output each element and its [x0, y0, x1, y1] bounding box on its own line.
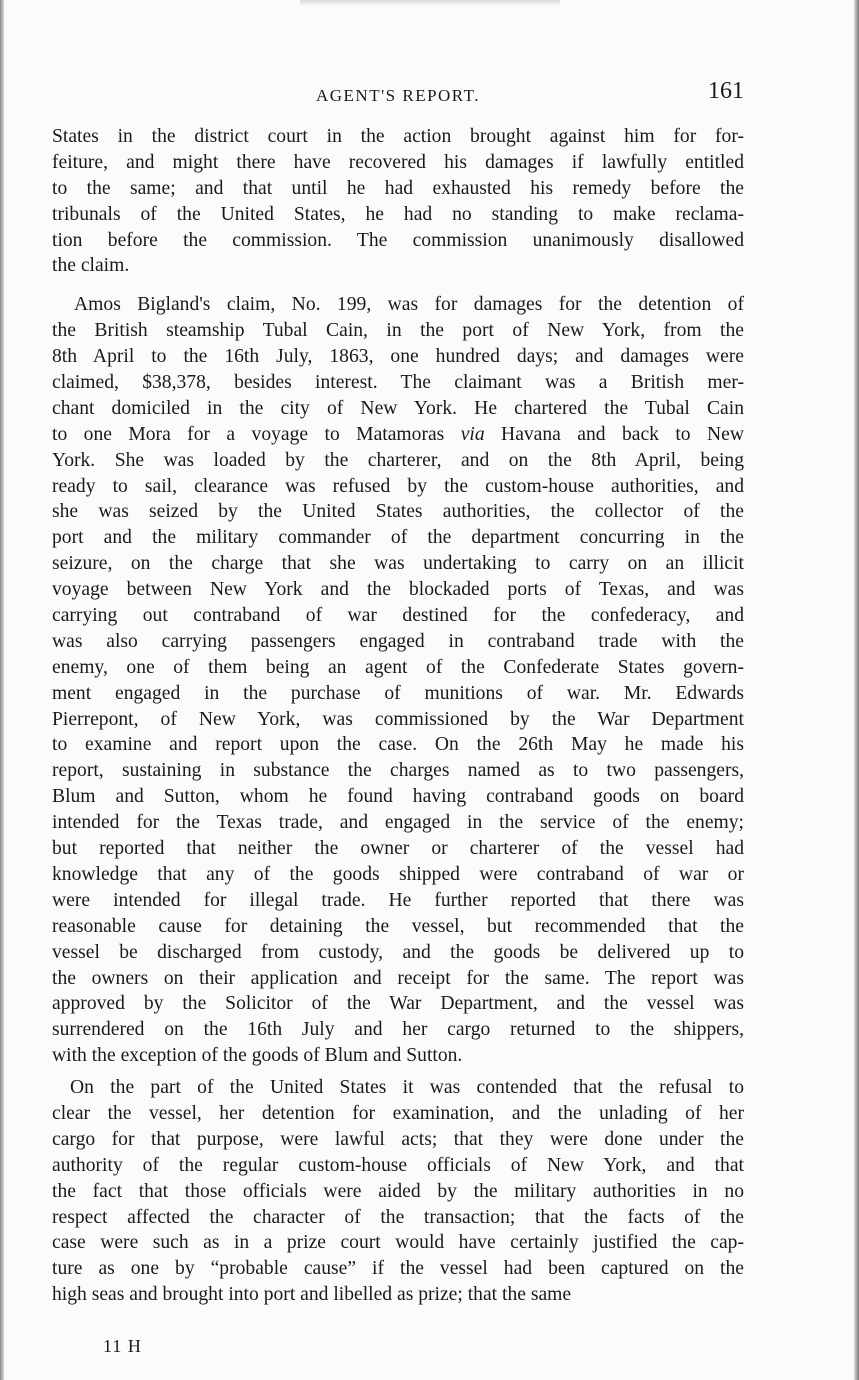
- text-line: enemy, one of them being an agent of the Confederate States govern-: [52, 656, 744, 678]
- scan-smudge: [300, 0, 560, 6]
- text-line: to one Mora for a voyage to Matamoras via Havana and back to New: [52, 423, 744, 445]
- text-line: approved by the Solicitor of the War Department, and the vessel was: [52, 993, 744, 1015]
- italic-word: via: [460, 423, 485, 445]
- text-line: claimed, $38,378, besides interest. The claimant was a British mer-: [52, 372, 744, 394]
- paragraph-continuation: [52, 124, 744, 279]
- body-text: [52, 124, 744, 1308]
- text-line: York. She was loaded by the charterer, and on the 8th April, being: [52, 449, 744, 471]
- text-line: high seas and brought into port and libelled as prize; that the same: [52, 1284, 572, 1306]
- text-line: 8th April to the 16th July, 1863, one hundred days; and damages were: [52, 346, 744, 368]
- text-line: voyage between New York and the blockaded ports of Texas, and was: [52, 579, 744, 601]
- text-line: tribunals of the United States, he had no standing to make reclama-: [52, 203, 744, 225]
- running-head-title: AGENT'S REPORT.: [315, 86, 480, 105]
- text-line: was also carrying passengers engaged in contraband trade with the: [52, 630, 744, 652]
- text-line: the British steamship Tubal Cain, in the port of New York, from the: [52, 320, 744, 342]
- paragraph-united-states-contention: [52, 1075, 744, 1308]
- text-line: with the exception of the goods of Blum and Sutton.: [52, 1045, 463, 1067]
- page-number: 161: [708, 78, 744, 104]
- text-line: respect affected the character of the transaction; that the facts of the: [52, 1206, 744, 1228]
- text-line: ment engaged in the purchase of munitions of war. Mr. Edwards: [52, 682, 744, 704]
- text-line: clear the vessel, her detention for examination, and the unlading of her: [52, 1102, 744, 1124]
- text-line: to examine and report upon the case. On the 26th May he made his: [52, 734, 744, 756]
- text-line: Pierrepont, of New York, was commissioned by the War Department: [52, 708, 744, 730]
- text-line: to the same; and that until he had exhausted his remedy before the: [52, 177, 744, 199]
- text-line: feiture, and might there have recovered his damages if lawfully entitled: [52, 151, 744, 173]
- text-line: ready to sail, clearance was refused by the custom-house authorities, and: [52, 475, 744, 497]
- page-edge-left: [0, 0, 4, 1380]
- text-line: seizure, on the charge that she was undertaking to carry on an illicit: [52, 553, 744, 575]
- text-line: cargo for that purpose, were lawful acts; that they were done under the: [52, 1128, 744, 1150]
- text-line: vessel be discharged from custody, and the goods be delivered up to: [52, 941, 744, 963]
- text-line: reasonable cause for detaining the vessel, but recommended that the: [52, 915, 744, 937]
- text-line: tion before the commission. The commission unanimously disallowed: [52, 229, 744, 251]
- text-line: States in the district court in the action brought against him for for-: [52, 126, 744, 147]
- text-line: ture as one by “probable cause” if the vessel had been captured on the: [52, 1258, 744, 1280]
- text-line: knowledge that any of the goods shipped were contraband of war or: [52, 863, 744, 885]
- text-line: Blum and Sutton, whom he found having contraband goods on board: [52, 786, 744, 808]
- text-line: intended for the Texas trade, and engaged in the service of the enemy;: [52, 812, 744, 834]
- text-line: were intended for illegal trade. He further reported that there was: [52, 889, 744, 911]
- text-line: report, sustaining in substance the charges named as to two passengers,: [52, 760, 744, 782]
- text-line: Amos Bigland's claim, No. 199, was for damages for the detention of: [74, 294, 744, 316]
- text-line: case were such as in a prize court would have certainly justified the cap-: [52, 1232, 744, 1254]
- text-line: surrendered on the 16th July and her cargo returned to the shippers,: [52, 1019, 744, 1041]
- running-head: [52, 78, 744, 112]
- text-line: the owners on their application and receipt for the same. The report was: [52, 967, 744, 989]
- text-line: the fact that those officials were aided by the military authorities in no: [52, 1180, 744, 1202]
- text-line: authority of the regular custom-house officials of New York, and that: [52, 1154, 744, 1176]
- text-line: On the part of the United States it was contended that the refusal to: [70, 1077, 744, 1099]
- text-line: the claim.: [52, 255, 130, 277]
- page-edge-right: [854, 0, 859, 1380]
- paragraph-bigland-claim: [52, 292, 744, 1069]
- text-line: she was seized by the United States authorities, the collector of the: [52, 501, 744, 523]
- text-line: carrying out contraband of war destined for the confederacy, and: [52, 605, 744, 627]
- text-line: chant domiciled in the city of New York. He chartered the Tubal Cain: [52, 397, 744, 419]
- signature-mark: 11 H: [103, 1336, 142, 1356]
- text-line: port and the military commander of the department concurring in the: [52, 527, 744, 549]
- text-line: but reported that neither the owner or charterer of the vessel had: [52, 838, 744, 860]
